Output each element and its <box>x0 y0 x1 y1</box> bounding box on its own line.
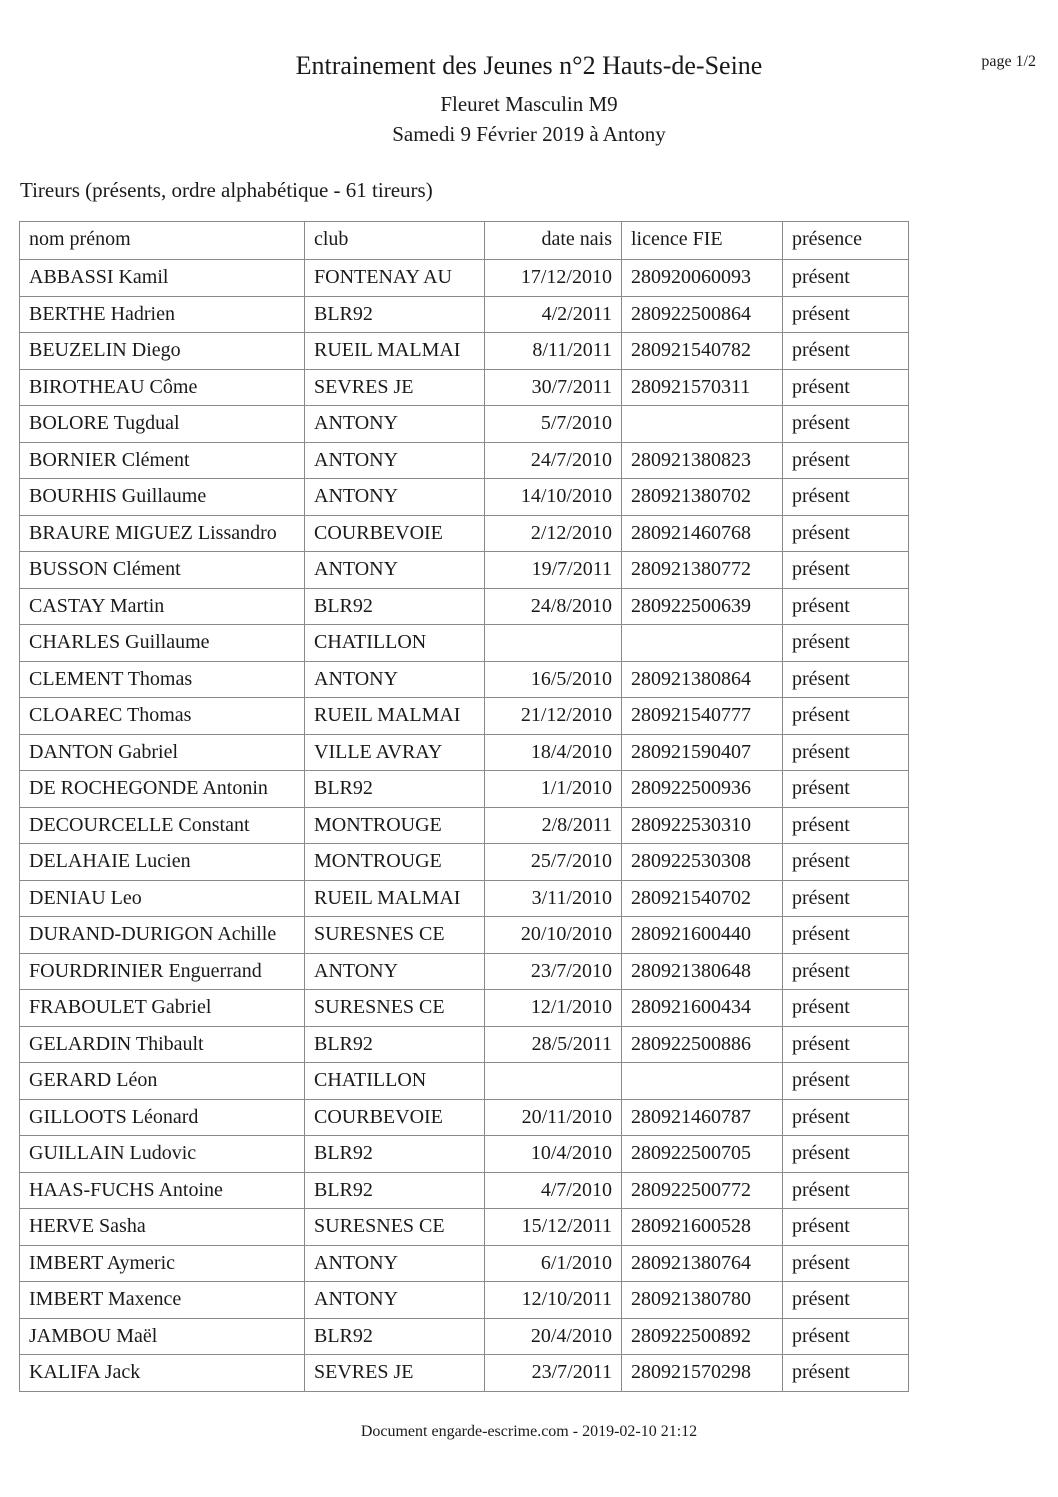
fencer-birth-date: 21/12/2010 <box>485 698 622 735</box>
fencer-club: SURESNES CE <box>305 1209 485 1246</box>
table-row <box>20 917 909 954</box>
fencer-name: BERTHE Hadrien <box>20 296 305 333</box>
table-row <box>20 1209 909 1246</box>
fencer-birth-date: 19/7/2011 <box>485 552 622 589</box>
fencer-licence: 280921570298 <box>622 1355 783 1392</box>
fencer-presence: présent <box>783 1099 909 1136</box>
fencer-club: VILLE AVRAY <box>305 734 485 771</box>
table-body <box>20 260 909 1392</box>
fencer-presence: présent <box>783 807 909 844</box>
fencer-birth-date: 1/1/2010 <box>485 771 622 808</box>
fencer-presence: présent <box>783 1172 909 1209</box>
fencer-name: DENIAU Leo <box>20 880 305 917</box>
fencer-birth-date: 16/5/2010 <box>485 661 622 698</box>
fencer-club: ANTONY <box>305 552 485 589</box>
fencer-name: BOLORE Tugdual <box>20 406 305 443</box>
fencer-birth-date: 2/12/2010 <box>485 515 622 552</box>
fencer-presence: présent <box>783 406 909 443</box>
fencer-name: DECOURCELLE Constant <box>20 807 305 844</box>
table-row <box>20 625 909 662</box>
fencer-licence: 280921600434 <box>622 990 783 1027</box>
fencer-presence: présent <box>783 844 909 881</box>
table-row <box>20 807 909 844</box>
fencer-club: ANTONY <box>305 442 485 479</box>
fencer-club: BLR92 <box>305 588 485 625</box>
table-row <box>20 661 909 698</box>
fencer-club: COURBEVOIE <box>305 515 485 552</box>
fencer-birth-date: 30/7/2011 <box>485 369 622 406</box>
fencer-birth-date: 20/10/2010 <box>485 917 622 954</box>
fencer-club: RUEIL MALMAI <box>305 333 485 370</box>
fencer-club: ANTONY <box>305 1245 485 1282</box>
fencer-club: MONTROUGE <box>305 844 485 881</box>
fencer-birth-date: 12/10/2011 <box>485 1282 622 1319</box>
fencer-name: BUSSON Clément <box>20 552 305 589</box>
fencer-birth-date: 8/11/2011 <box>485 333 622 370</box>
fencer-licence: 280920060093 <box>622 260 783 297</box>
fencer-licence <box>622 406 783 443</box>
fencer-name: IMBERT Maxence <box>20 1282 305 1319</box>
fencer-name: CLEMENT Thomas <box>20 661 305 698</box>
fencer-name: CLOAREC Thomas <box>20 698 305 735</box>
fencer-licence <box>622 1063 783 1100</box>
fencer-name: GELARDIN Thibault <box>20 1026 305 1063</box>
table-row <box>20 698 909 735</box>
fencer-club: BLR92 <box>305 1172 485 1209</box>
fencer-name: GUILLAIN Ludovic <box>20 1136 305 1173</box>
fencer-licence: 280921590407 <box>622 734 783 771</box>
fencer-licence: 280922500936 <box>622 771 783 808</box>
table-row <box>20 1099 909 1136</box>
fencer-birth-date: 5/7/2010 <box>485 406 622 443</box>
table-row <box>20 369 909 406</box>
fencer-name: JAMBOU Maël <box>20 1318 305 1355</box>
fencer-birth-date <box>485 1063 622 1100</box>
fencer-licence <box>622 625 783 662</box>
table-row <box>20 479 909 516</box>
fencer-club: SURESNES CE <box>305 990 485 1027</box>
fencer-birth-date: 14/10/2010 <box>485 479 622 516</box>
page-title: Entrainement des Jeunes n°2 Hauts-de-Seine <box>295 51 763 80</box>
fencer-birth-date: 24/8/2010 <box>485 588 622 625</box>
fencer-presence: présent <box>783 1063 909 1100</box>
fencer-name: BOURHIS Guillaume <box>20 479 305 516</box>
fencer-presence: présent <box>783 296 909 333</box>
fencer-presence: présent <box>783 1209 909 1246</box>
table-row <box>20 1355 909 1392</box>
fencer-name: BEUZELIN Diego <box>20 333 305 370</box>
table-row <box>20 406 909 443</box>
fencer-name: ABBASSI Kamil <box>20 260 305 297</box>
document-footer: Document engarde-escrime.com - 2019-02-10 21:12 <box>360 1423 698 1440</box>
fencer-presence: présent <box>783 1136 909 1173</box>
fencer-licence: 280922500886 <box>622 1026 783 1063</box>
fencer-licence: 280922500864 <box>622 296 783 333</box>
fencer-name: DELAHAIE Lucien <box>20 844 305 881</box>
fencer-name: CASTAY Martin <box>20 588 305 625</box>
fencer-name: CHARLES Guillaume <box>20 625 305 662</box>
fencer-licence: 280921540702 <box>622 880 783 917</box>
table-row <box>20 771 909 808</box>
fencer-birth-date: 24/7/2010 <box>485 442 622 479</box>
table-row <box>20 333 909 370</box>
fencer-name: BIROTHEAU Côme <box>20 369 305 406</box>
fencer-licence: 280921460768 <box>622 515 783 552</box>
fencer-presence: présent <box>783 442 909 479</box>
fencer-presence: présent <box>783 1282 909 1319</box>
fencer-licence: 280922530308 <box>622 844 783 881</box>
fencer-licence: 280921380864 <box>622 661 783 698</box>
fencer-presence: présent <box>783 625 909 662</box>
fencer-presence: présent <box>783 1318 909 1355</box>
fencer-club: SEVRES JE <box>305 369 485 406</box>
fencer-name: BORNIER Clément <box>20 442 305 479</box>
fencer-club: ANTONY <box>305 1282 485 1319</box>
fencer-club: SURESNES CE <box>305 917 485 954</box>
fencer-name: FOURDRINIER Enguerrand <box>20 953 305 990</box>
fencer-club: SEVRES JE <box>305 1355 485 1392</box>
table-row <box>20 1172 909 1209</box>
fencer-name: BRAURE MIGUEZ Lissandro <box>20 515 305 552</box>
fencer-presence: présent <box>783 260 909 297</box>
fencer-presence: présent <box>783 917 909 954</box>
table-row <box>20 844 909 881</box>
fencer-licence: 280921380764 <box>622 1245 783 1282</box>
column-header-birth-date: date nais <box>485 222 622 260</box>
column-header-presence: présence <box>783 222 909 260</box>
fencer-name: KALIFA Jack <box>20 1355 305 1392</box>
fencer-club: ANTONY <box>305 479 485 516</box>
table-row <box>20 1026 909 1063</box>
fencer-presence: présent <box>783 661 909 698</box>
fencer-licence: 280922500705 <box>622 1136 783 1173</box>
table-row <box>20 1282 909 1319</box>
fencer-club: RUEIL MALMAI <box>305 698 485 735</box>
table-row <box>20 1245 909 1282</box>
fencer-birth-date: 20/11/2010 <box>485 1099 622 1136</box>
fencer-club: BLR92 <box>305 771 485 808</box>
fencer-birth-date: 18/4/2010 <box>485 734 622 771</box>
fencer-club: MONTROUGE <box>305 807 485 844</box>
fencer-name: GERARD Léon <box>20 1063 305 1100</box>
fencer-presence: présent <box>783 734 909 771</box>
fencer-birth-date <box>485 625 622 662</box>
column-header-name: nom prénom <box>20 222 305 260</box>
fencer-licence: 280921570311 <box>622 369 783 406</box>
fencer-licence: 280921540777 <box>622 698 783 735</box>
fencer-birth-date: 17/12/2010 <box>485 260 622 297</box>
column-header-licence: licence FIE <box>622 222 783 260</box>
fencer-birth-date: 6/1/2010 <box>485 1245 622 1282</box>
fencer-club: RUEIL MALMAI <box>305 880 485 917</box>
table-header-row <box>20 222 909 260</box>
fencer-birth-date: 15/12/2011 <box>485 1209 622 1246</box>
fencer-club: FONTENAY AU <box>305 260 485 297</box>
fencer-birth-date: 12/1/2010 <box>485 990 622 1027</box>
fencer-name: GILLOOTS Léonard <box>20 1099 305 1136</box>
fencer-birth-date: 25/7/2010 <box>485 844 622 881</box>
fencer-name: IMBERT Aymeric <box>20 1245 305 1282</box>
fencer-club: CHATILLON <box>305 1063 485 1100</box>
fencer-presence: présent <box>783 333 909 370</box>
fencer-name: DE ROCHEGONDE Antonin <box>20 771 305 808</box>
fencer-licence: 280921380823 <box>622 442 783 479</box>
fencer-club: CHATILLON <box>305 625 485 662</box>
page-number: page 1/2 <box>981 53 1036 70</box>
table-row <box>20 1063 909 1100</box>
fencer-licence: 280921600528 <box>622 1209 783 1246</box>
fencer-club: ANTONY <box>305 661 485 698</box>
fencer-presence: présent <box>783 515 909 552</box>
fencer-club: COURBEVOIE <box>305 1099 485 1136</box>
fencer-name: DANTON Gabriel <box>20 734 305 771</box>
fencer-licence: 280922500639 <box>622 588 783 625</box>
fencer-club: BLR92 <box>305 1136 485 1173</box>
table-row <box>20 990 909 1027</box>
fencer-licence: 280922500892 <box>622 1318 783 1355</box>
fencer-club: ANTONY <box>305 953 485 990</box>
fencer-name: HERVE Sasha <box>20 1209 305 1246</box>
fencer-presence: présent <box>783 953 909 990</box>
fencer-club: BLR92 <box>305 296 485 333</box>
table-row <box>20 515 909 552</box>
fencer-presence: présent <box>783 1026 909 1063</box>
fencer-licence: 280921380702 <box>622 479 783 516</box>
fencer-presence: présent <box>783 698 909 735</box>
table-row <box>20 260 909 297</box>
fencer-name: FRABOULET Gabriel <box>20 990 305 1027</box>
fencer-birth-date: 28/5/2011 <box>485 1026 622 1063</box>
fencer-club: ANTONY <box>305 406 485 443</box>
fencer-birth-date: 4/7/2010 <box>485 1172 622 1209</box>
table-row <box>20 1136 909 1173</box>
fencer-club: BLR92 <box>305 1026 485 1063</box>
table-row <box>20 953 909 990</box>
fencer-birth-date: 4/2/2011 <box>485 296 622 333</box>
fencer-presence: présent <box>783 1355 909 1392</box>
fencer-presence: présent <box>783 1245 909 1282</box>
table-row <box>20 296 909 333</box>
fencer-licence: 280921460787 <box>622 1099 783 1136</box>
fencer-licence: 280921380648 <box>622 953 783 990</box>
event-date-location: Samedi 9 Février 2019 à Antony <box>392 122 666 146</box>
fencer-presence: présent <box>783 588 909 625</box>
fencer-licence: 280921600440 <box>622 917 783 954</box>
column-header-club: club <box>305 222 485 260</box>
section-heading: Tireurs (présents, ordre alphabétique - 61 tireurs) <box>20 178 433 202</box>
fencer-licence: 280922530310 <box>622 807 783 844</box>
fencer-name: DURAND-DURIGON Achille <box>20 917 305 954</box>
fencer-licence: 280921380772 <box>622 552 783 589</box>
fencer-presence: présent <box>783 880 909 917</box>
fencer-birth-date: 10/4/2010 <box>485 1136 622 1173</box>
fencer-presence: présent <box>783 552 909 589</box>
fencer-licence: 280922500772 <box>622 1172 783 1209</box>
fencer-birth-date: 23/7/2010 <box>485 953 622 990</box>
table-row <box>20 588 909 625</box>
fencers-table <box>19 221 909 1392</box>
fencer-presence: présent <box>783 990 909 1027</box>
table-row <box>20 1318 909 1355</box>
fencer-licence: 280921380780 <box>622 1282 783 1319</box>
table-row <box>20 442 909 479</box>
table-header <box>20 222 909 260</box>
fencer-birth-date: 2/8/2011 <box>485 807 622 844</box>
fencer-birth-date: 23/7/2011 <box>485 1355 622 1392</box>
table-row <box>20 880 909 917</box>
table-row <box>20 552 909 589</box>
table-row <box>20 734 909 771</box>
event-subtitle: Fleuret Masculin M9 <box>440 92 618 116</box>
fencer-presence: présent <box>783 771 909 808</box>
fencer-name: HAAS-FUCHS Antoine <box>20 1172 305 1209</box>
fencer-club: BLR92 <box>305 1318 485 1355</box>
fencer-birth-date: 20/4/2010 <box>485 1318 622 1355</box>
fencer-licence: 280921540782 <box>622 333 783 370</box>
fencer-presence: présent <box>783 369 909 406</box>
fencer-birth-date: 3/11/2010 <box>485 880 622 917</box>
fencer-presence: présent <box>783 479 909 516</box>
